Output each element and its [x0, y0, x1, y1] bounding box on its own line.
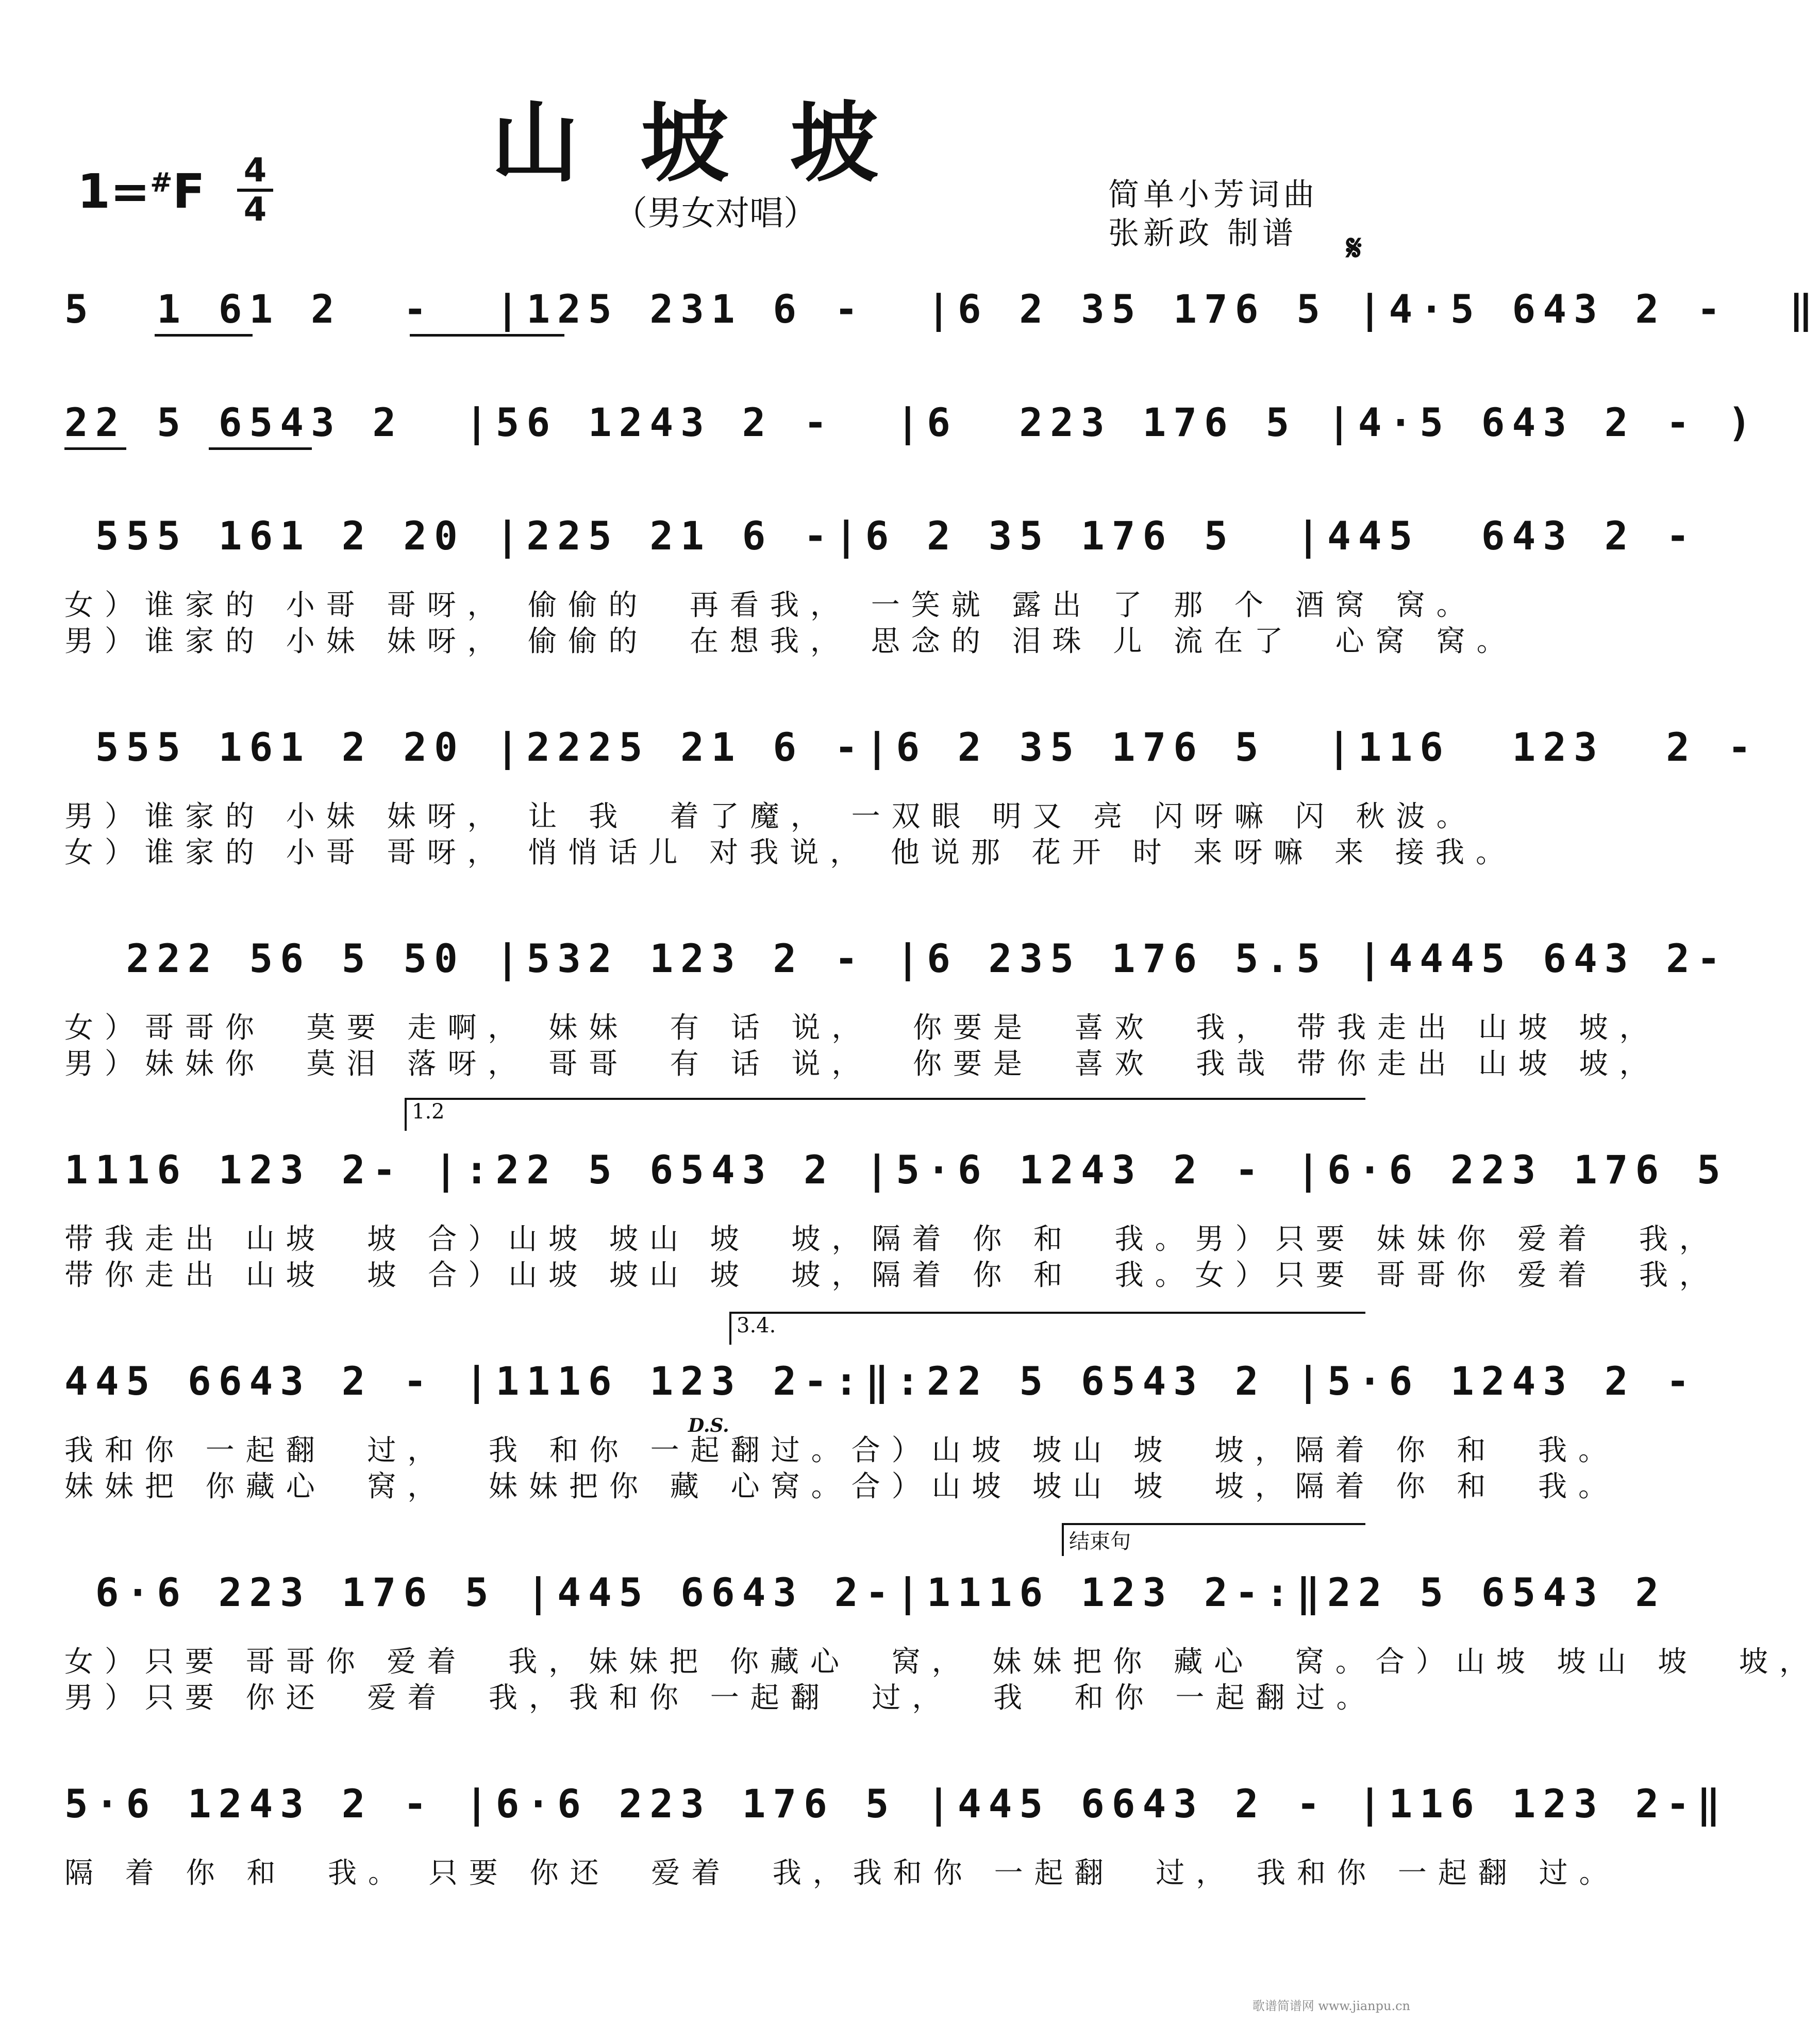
lyric-line-male: 男）只要 你还 爱着 我，我和你 一起翻 过， 我 和你 一起翻过。	[64, 1681, 1377, 1715]
notation-row: 22 5 6543 2 |56 1243 2 - |6 223 176 5 |4·5 643 2 - )	[64, 399, 1759, 445]
volta-first: 1.2	[405, 1098, 1365, 1131]
watermark: 歌谱简谱网 www.jianpu.cn	[1252, 1999, 1410, 2013]
lyric-line-male: 男）谁家的 小妹 妹呀， 让 我 着了魔， 一双眼 明又 亮 闪呀嘛 闪 秋波。	[64, 800, 1477, 833]
notation-row: 1116 123 2- |:22 5 6543 2 |5·6 1243 2 - |6·6 223 176 5	[64, 1147, 1728, 1193]
lyric-line-final: 隔 着 你 和 我。 只要 你还 爱着 我，我和你 一起翻 过， 我和你 一起翻 过。	[64, 1856, 1619, 1890]
time-bottom: 4	[243, 191, 267, 229]
lyric-line-2: 带你走出 山坡 坡 合）山坡 坡山 坡 坡，隔着 你 和 我。女）只要 哥哥你 爱着 我，	[64, 1259, 1719, 1292]
segno-icon: 𝄋	[1346, 227, 1362, 269]
notation-row: 5·6 1243 2 - |6·6 223 176 5 |445 6643 2 - |116 123 2-‖	[64, 1781, 1728, 1827]
lyric-line-female: 女）谁家的 小哥 哥呀， 悄悄话儿 对我说， 他说那 花开 时 来呀嘛 来 接我。	[64, 836, 1516, 869]
volta-second: 3.4.	[729, 1312, 1365, 1345]
key-prefix: 1=	[77, 164, 151, 219]
lyric-line-female: 女）只要 哥哥你 爱着 我，妹妹把 你藏心 窝， 妹妹把你 藏心 窝。合）山坡 坡山 坡 坡，	[64, 1645, 1820, 1679]
sharp-symbol: #	[150, 167, 173, 198]
time-top: 4	[243, 152, 267, 190]
notation-row: 5 1 61 2 - |125 231 6 - |6 2 35 176 5 |4·5 643 2 - ‖	[64, 286, 1820, 332]
lyric-line-female: 女）谁家的 小哥 哥呀， 偷偷的 再看我， 一笑就 露出 了 那 个 酒窝 窝。	[64, 589, 1477, 622]
notation-row: 6·6 223 176 5 |445 6643 2-|1116 123 2-:‖22 5 6543 2	[64, 1569, 1666, 1615]
lyric-line-male: 男）谁家的 小妹 妹呀， 偷偷的 在想我， 思念的 泪珠 儿 流在了 心窝 窝。	[64, 625, 1517, 658]
arranger-credit: 张新政 制谱	[1108, 215, 1298, 252]
ds-mark: D.S.	[688, 1415, 729, 1436]
notation-row: 555 161 2 20 |2225 21 6 -|6 2 35 176 5 |116 123 2 -	[64, 724, 1759, 770]
lyric-line-2: 妹妹把 你藏心 窝， 妹妹把你 藏 心窝。合）山坡 坡山 坡 坡，隔着 你 和 我。	[64, 1470, 1619, 1503]
lyricist-credit: 简单小芳词曲	[1108, 177, 1318, 213]
subtitle: （男女对唱）	[613, 193, 817, 233]
page-title: 山坡坡	[491, 91, 940, 194]
lyric-line-1: 我和你 一起翻 过， 我 和你 一起翻过。合）山坡 坡山 坡 坡，隔着 你 和 我。	[64, 1434, 1619, 1467]
notation-row: 555 161 2 20 |225 21 6 -|6 2 35 176 5 |445 643 2 -	[64, 513, 1697, 559]
notation-row: 445 6643 2 - |1116 123 2-:‖:22 5 6543 2 |5·6 1243 2 -	[64, 1358, 1697, 1404]
lyric-line-female: 女）哥哥你 莫要 走啊， 妹妹 有 话 说， 你要是 喜欢 我， 带我走出 山坡 坡，	[64, 1011, 1660, 1045]
lyric-line-1: 带我走出 山坡 坡 合）山坡 坡山 坡 坡，隔着 你 和 我。男）只要 妹妹你 爱着 我，	[64, 1223, 1719, 1256]
volta-ending: 结束句	[1062, 1523, 1365, 1556]
notation-row: 222 56 5 50 |532 123 2 - |6 235 176 5.5 |4445 643 2-	[64, 935, 1728, 981]
key-note: F	[172, 164, 205, 219]
lyric-line-male: 男）妹妹你 莫泪 落呀， 哥哥 有 话 说， 你要是 喜欢 我哉 带你走出 山坡 坡，	[64, 1047, 1660, 1081]
